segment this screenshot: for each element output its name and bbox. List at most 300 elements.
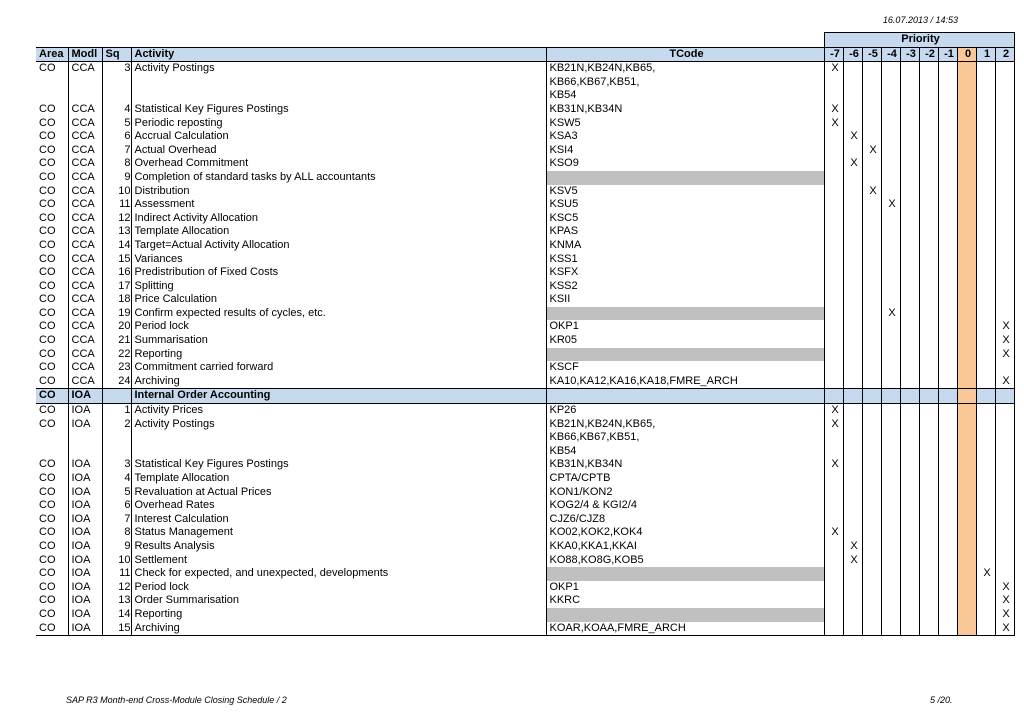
cell-sequence [102,445,131,459]
cell-sequence: 10 [102,185,131,199]
cell-tcode: KON1/KON2 [546,486,824,500]
priority-cell [862,253,881,267]
cell-area: CO [39,184,56,197]
priority-cell [843,404,862,418]
table-row [36,567,1014,581]
table-row [36,62,1014,76]
priority-cell [862,76,881,90]
cell-area: CO [39,334,56,347]
cell-module [68,431,102,445]
priority-cell [938,266,957,280]
cell-sequence: 10 [102,554,131,568]
priority-cell [919,389,938,404]
priority-cell [919,253,938,267]
priority-cell [862,404,881,418]
priority-cell [976,513,995,527]
priority-cell [843,280,862,294]
priority-cell [824,554,843,568]
cell-module: IOA [68,622,102,636]
priority-cell [824,185,843,199]
priority-cell [862,280,881,294]
table-row [36,486,1014,500]
cell-area: CO [39,266,56,279]
priority-cell [824,581,843,595]
cell-activity: Statistical Key Figures Postings [131,103,546,117]
priority-cell [919,594,938,608]
cell-sequence: 16 [102,266,131,280]
priority-cell [957,472,976,486]
priority-cell [957,130,976,144]
priority-mark: X [843,540,862,554]
priority-cell [976,239,995,253]
priority-label: Priority [824,33,1014,48]
cell-sequence: 17 [102,280,131,294]
table-row [36,253,1014,267]
priority-cell [862,348,881,362]
priority-cell [938,253,957,267]
priority-cell [881,361,900,375]
cell-activity: Overhead Rates [131,499,546,513]
cell-tcode: KOG2/4 & KGI2/4 [546,499,824,513]
cell-area: CO [39,417,56,430]
priority-cell [843,117,862,131]
col-header-area: Area [36,47,68,62]
cell-activity: Template Allocation [131,225,546,239]
cell-area: CO [39,130,56,143]
cell-sequence: 6 [102,130,131,144]
priority-cell [862,293,881,307]
cell-activity: Results Analysis [131,540,546,554]
priority-cell [938,76,957,90]
priority-cell [862,157,881,171]
priority-cell [900,62,919,76]
cell-module: CCA [68,320,102,334]
priority-cell [919,472,938,486]
priority-cell [824,608,843,622]
priority-cell [881,117,900,131]
priority-cell [938,62,957,76]
priority-col-header: -5 [862,47,881,62]
priority-cell [957,526,976,540]
cell-tcode: KB54 [546,89,824,103]
priority-cell [843,103,862,117]
cell-tcode: KB31N,KB34N [546,103,824,117]
priority-cell [862,307,881,321]
cell-module: IOA [68,581,102,595]
cell-tcode [546,348,824,362]
priority-cell [824,212,843,226]
priority-cell [919,185,938,199]
cell-area: CO [39,512,56,525]
priority-cell [900,404,919,418]
priority-cell [862,540,881,554]
cell-module: CCA [68,307,102,321]
cell-sequence: 14 [102,239,131,253]
priority-cell [976,404,995,418]
cell-sequence: 15 [102,253,131,267]
cell-area [36,445,68,459]
priority-cell [976,526,995,540]
cell-sequence: 7 [102,513,131,527]
priority-cell [919,404,938,418]
priority-cell [957,389,976,404]
priority-cell [957,239,976,253]
priority-cell [995,157,1014,171]
priority-cell [995,225,1014,239]
priority-cell [938,445,957,459]
priority-cell [976,157,995,171]
priority-cell [862,62,881,76]
priority-cell [957,581,976,595]
priority-cell [900,144,919,158]
footer-page-number: 5 /20. [930,695,953,705]
cell-tcode: KSFX [546,266,824,280]
priority-cell [881,375,900,389]
cell-tcode: KKRC [546,594,824,608]
priority-cell [938,499,957,513]
priority-cell [900,76,919,90]
priority-cell [900,594,919,608]
priority-cell [919,103,938,117]
priority-cell [938,418,957,432]
priority-cell [938,185,957,199]
cell-sequence: 1 [102,404,131,418]
cell-module: CCA [68,212,102,226]
priority-cell [843,581,862,595]
priority-cell [976,486,995,500]
priority-cell [881,513,900,527]
cell-module: CCA [68,253,102,267]
cell-activity: Check for expected, and unexpected, developments [131,567,546,581]
cell-area: CO [36,389,68,404]
priority-cell [843,472,862,486]
priority-cell [881,526,900,540]
priority-cell [919,334,938,348]
priority-cell [919,117,938,131]
cell-tcode: KSV5 [546,185,824,199]
cell-sequence: 8 [102,526,131,540]
priority-cell [976,185,995,199]
priority-cell [862,171,881,185]
priority-cell [862,418,881,432]
col-header-sq: Sq [102,47,131,62]
cell-sequence: 5 [102,117,131,131]
cell-sequence: 4 [102,472,131,486]
priority-cell [995,418,1014,432]
cell-module: CCA [68,185,102,199]
table-row [36,418,1014,432]
priority-cell [995,239,1014,253]
cell-tcode: KSII [546,293,824,307]
cell-activity [131,76,546,90]
priority-cell [995,389,1014,404]
priority-cell [938,171,957,185]
cell-area [36,89,68,103]
priority-cell [957,348,976,362]
priority-cell [938,144,957,158]
priority-cell [824,499,843,513]
cell-tcode: OKP1 [546,320,824,334]
table-row [36,431,1014,445]
priority-cell [938,431,957,445]
priority-cell [995,130,1014,144]
table-row [36,225,1014,239]
priority-cell [824,431,843,445]
priority-cell [843,171,862,185]
cell-sequence: 24 [102,375,131,389]
table-row [36,348,1014,362]
table-row [36,622,1014,636]
priority-cell [919,361,938,375]
priority-cell [976,266,995,280]
priority-cell [862,581,881,595]
cell-sequence: 6 [102,499,131,513]
cell-area: CO [39,116,56,129]
priority-cell [919,540,938,554]
priority-cell [881,431,900,445]
priority-cell [900,361,919,375]
cell-activity: Internal Order Accounting [131,389,546,404]
priority-cell [862,513,881,527]
priority-mark: X [824,458,843,472]
priority-cell [843,144,862,158]
priority-cell [995,526,1014,540]
priority-cell [843,594,862,608]
table-row [36,526,1014,540]
cell-sequence: 9 [102,171,131,185]
cell-activity: Reporting [131,608,546,622]
cell-area: CO [39,499,56,512]
priority-cell [843,418,862,432]
cell-sequence: 19 [102,307,131,321]
priority-cell [862,266,881,280]
priority-cell [957,171,976,185]
cell-sequence: 22 [102,348,131,362]
priority-cell [995,185,1014,199]
priority-cell [900,526,919,540]
priority-cell [881,185,900,199]
priority-cell [881,389,900,404]
cell-activity: Statistical Key Figures Postings [131,458,546,472]
priority-cell [976,554,995,568]
priority-cell [995,431,1014,445]
priority-col-header: -6 [843,47,862,62]
cell-module: CCA [68,293,102,307]
priority-cell [843,320,862,334]
cell-activity: Activity Postings [131,62,546,76]
priority-cell [824,198,843,212]
table-row [36,185,1014,199]
priority-cell [843,76,862,90]
priority-header-row [36,33,1014,48]
priority-cell [957,144,976,158]
priority-cell [900,445,919,459]
priority-cell [900,293,919,307]
priority-cell [919,418,938,432]
cell-area: CO [39,472,56,484]
priority-cell [976,499,995,513]
priority-cell [881,239,900,253]
cell-sequence: 4 [102,103,131,117]
cell-area: CO [39,404,56,417]
priority-cell [824,239,843,253]
priority-cell [862,130,881,144]
cell-module [68,76,102,90]
priority-cell [938,225,957,239]
table-row [36,472,1014,486]
priority-cell [862,389,881,404]
priority-cell [843,526,862,540]
cell-module: IOA [68,608,102,622]
priority-cell [862,89,881,103]
cell-module: CCA [68,130,102,144]
cell-area: CO [39,293,56,306]
cell-module: CCA [68,348,102,362]
priority-cell [957,594,976,608]
priority-cell [881,540,900,554]
cell-activity: Variances [131,253,546,267]
cell-module [68,445,102,459]
cell-area: CO [39,458,56,471]
cell-tcode: KR05 [546,334,824,348]
priority-cell [995,499,1014,513]
priority-cell [862,622,881,636]
cell-sequence: 9 [102,540,131,554]
priority-mark: X [824,62,843,76]
cell-sequence: 13 [102,594,131,608]
cell-module: CCA [68,225,102,239]
priority-cell [957,554,976,568]
cell-area: CO [39,279,56,292]
priority-cell [976,361,995,375]
priority-cell [938,130,957,144]
priority-cell [919,348,938,362]
priority-cell [938,404,957,418]
cell-activity: Period lock [131,320,546,334]
cell-module: CCA [68,117,102,131]
cell-activity [131,445,546,459]
footer-title: SAP R3 Month-end Cross-Module Closing Schedule / 2 [66,695,287,705]
priority-cell [843,608,862,622]
priority-cell [919,486,938,500]
priority-cell [843,513,862,527]
priority-cell [957,540,976,554]
cell-activity: Archiving [131,375,546,389]
priority-cell [938,280,957,294]
priority-mark: X [843,157,862,171]
priority-cell [900,513,919,527]
cell-area: CO [39,211,56,224]
priority-cell [881,320,900,334]
priority-cell [957,89,976,103]
priority-col-header: 1 [976,47,995,62]
cell-module [68,89,102,103]
cell-sequence: 12 [102,212,131,226]
priority-cell [938,486,957,500]
priority-mark: X [862,144,881,158]
cell-tcode: KO88,KO8G,KOB5 [546,554,824,568]
priority-cell [938,458,957,472]
priority-cell [919,76,938,90]
priority-cell [824,157,843,171]
priority-cell [976,293,995,307]
priority-cell [995,62,1014,76]
cell-module: IOA [68,486,102,500]
print-timestamp: 16.07.2013 / 14:53 [882,15,958,25]
priority-cell [938,198,957,212]
priority-cell [995,253,1014,267]
cell-module: IOA [68,554,102,568]
priority-cell [900,622,919,636]
priority-mark: X [995,348,1014,362]
cell-sequence: 3 [102,62,131,76]
priority-cell [824,225,843,239]
cell-area: CO [39,320,56,333]
priority-cell [843,62,862,76]
cell-area: CO [39,62,56,75]
priority-cell [881,89,900,103]
priority-cell [938,375,957,389]
priority-cell [976,144,995,158]
priority-cell [862,594,881,608]
closing-schedule-table [36,32,1015,636]
priority-cell [919,307,938,321]
priority-cell [938,239,957,253]
priority-cell [976,458,995,472]
table-row [36,239,1014,253]
priority-cell [881,266,900,280]
table-row [36,117,1014,131]
priority-cell [938,157,957,171]
cell-sequence [102,76,131,90]
priority-cell [976,594,995,608]
priority-cell [862,526,881,540]
cell-sequence: 21 [102,334,131,348]
priority-cell [881,567,900,581]
priority-cell [976,307,995,321]
table-row [36,144,1014,158]
priority-cell [976,472,995,486]
priority-cell [938,581,957,595]
cell-module: CCA [68,171,102,185]
section-row [36,389,1014,404]
cell-area: CO [39,607,56,620]
table-row [36,513,1014,527]
priority-cell [976,320,995,334]
priority-cell [881,171,900,185]
priority-cell [824,472,843,486]
priority-cell [957,225,976,239]
table-row [36,157,1014,171]
priority-cell [843,445,862,459]
priority-cell [843,334,862,348]
priority-cell [900,608,919,622]
cell-area [36,76,68,90]
cell-tcode [546,307,824,321]
cell-module: CCA [68,266,102,280]
column-header-row [36,47,1014,62]
priority-cell [843,307,862,321]
priority-cell [957,253,976,267]
cell-tcode [546,608,824,622]
cell-module: IOA [68,458,102,472]
priority-cell [862,103,881,117]
priority-cell [862,499,881,513]
cell-module: CCA [68,361,102,375]
priority-cell [919,157,938,171]
priority-cell [900,171,919,185]
priority-mark: X [824,404,843,418]
